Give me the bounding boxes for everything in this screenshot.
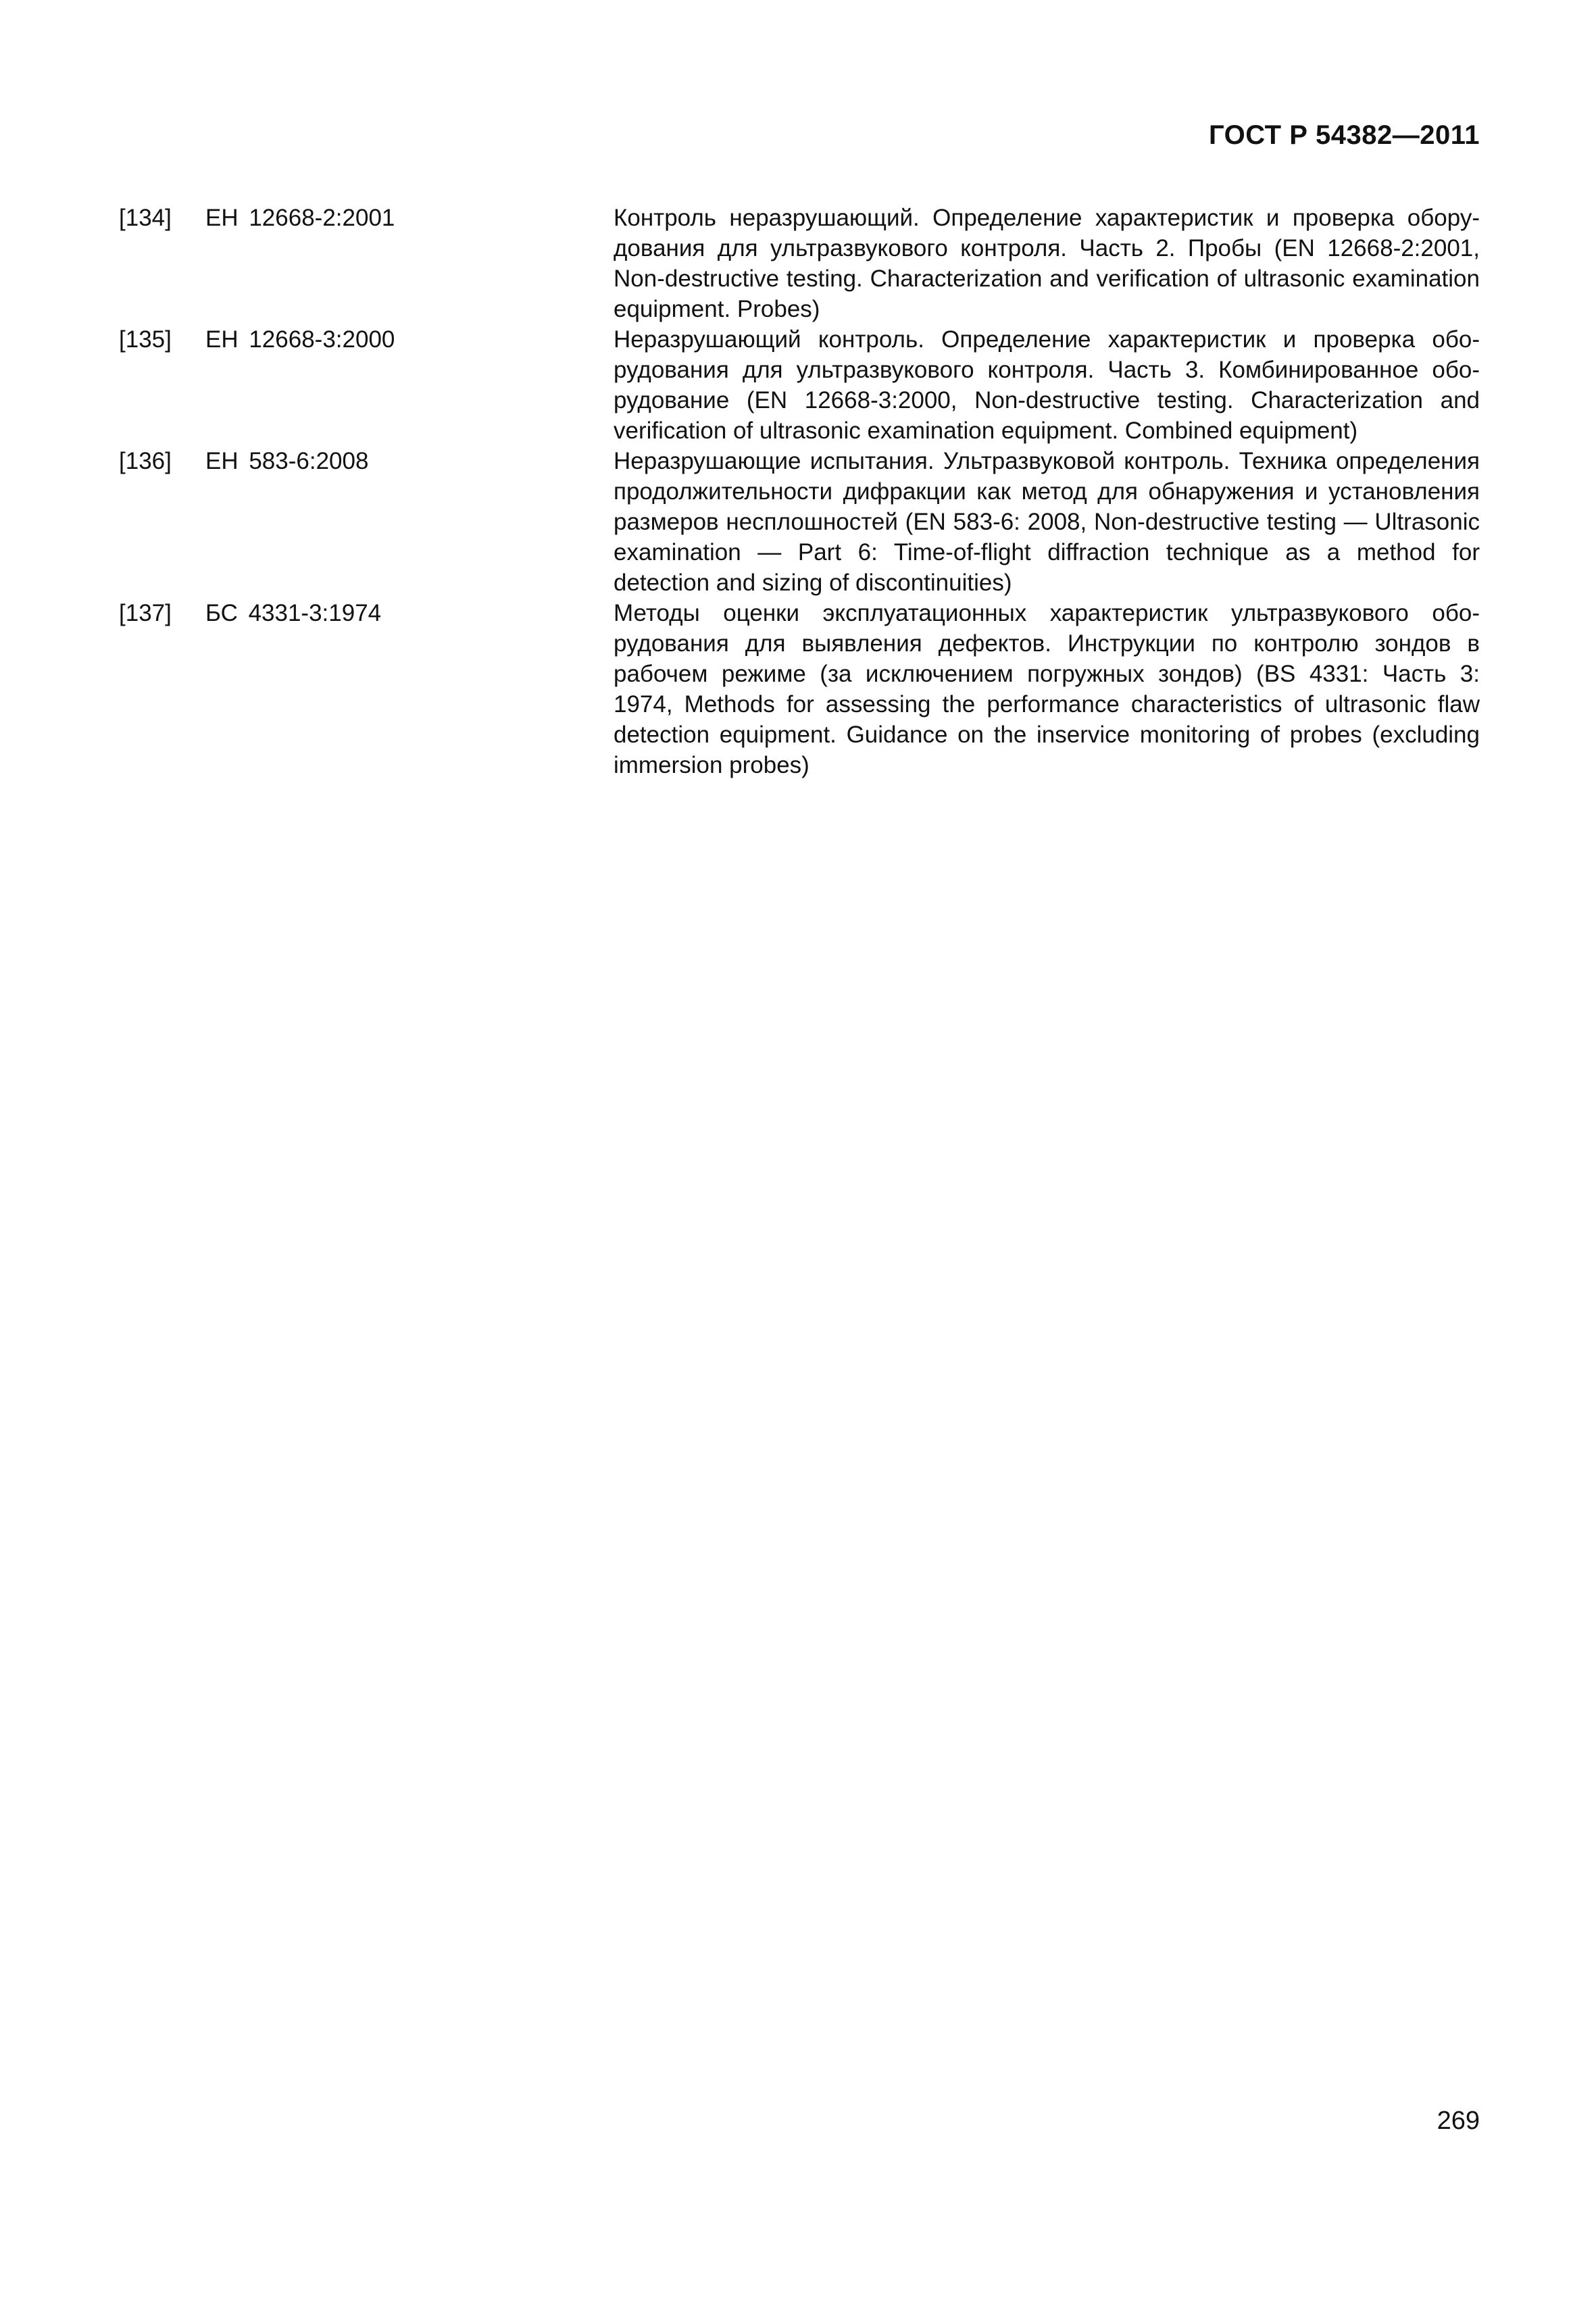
reference-item	[119, 203, 1480, 324]
reference-number: [135]	[119, 326, 172, 353]
reference-number: [134]	[119, 205, 172, 231]
reference-item	[119, 446, 1480, 598]
reference-code: ЕН 12668-3:2000	[205, 326, 395, 353]
reference-item	[119, 324, 1480, 446]
reference-code: ЕН 583-6:2008	[205, 448, 369, 474]
page-number: 269	[1437, 2107, 1480, 2135]
document-header: ГОСТ Р 54382—2011	[1209, 120, 1480, 150]
reference-item	[119, 598, 1480, 780]
reference-number: [136]	[119, 448, 172, 474]
reference-description: Неразрушающий контроль. Определение характеристик и проверка оборудования для ультразвукового контроля. Часть 3. Комбинированное оборудование (EN 12668-3:2000, Non-destructive testing. Characterization and verification of ultrasonic examination equipment. Combined equipment)	[614, 326, 1480, 444]
reference-list	[119, 203, 1480, 780]
reference-code: ЕН 12668-2:2001	[205, 205, 395, 231]
reference-number: [137]	[119, 600, 172, 626]
reference-code: БС 4331-3:1974	[205, 600, 382, 626]
reference-description: Контроль неразрушающий. Определение характеристик и проверка оборудования для ультразвукового контроля. Часть 2. Пробы (EN 12668-2:2001, Non-destructive testing. Characterization and verification of ultrasonic examination equipment. Probes)	[614, 205, 1480, 322]
reference-description: Методы оценки эксплуатационных характеристик ультразвукового оборудования для выявления дефектов. Инструкции по контролю зондов в рабочем режиме (за исключением погружных зондов) (BS 4331: Часть 3: 1974, Methods for assessing the performance characteristics of ultrasonic flaw detection equipment. Guidance on the inservice monitoring of probes (excluding immersion probes)	[614, 600, 1480, 778]
reference-description: Неразрушающие испытания. Ультразвуковой контроль. Техника определения продолжительности дифракции как метод для обнаружения и установления размеров несплошностей (EN 583-6: 2008, Non-destructive testing — Ultrasonic examination — Part 6: Time-of-flight diffraction technique as a method for detection and sizing of discontinuities)	[614, 448, 1480, 596]
